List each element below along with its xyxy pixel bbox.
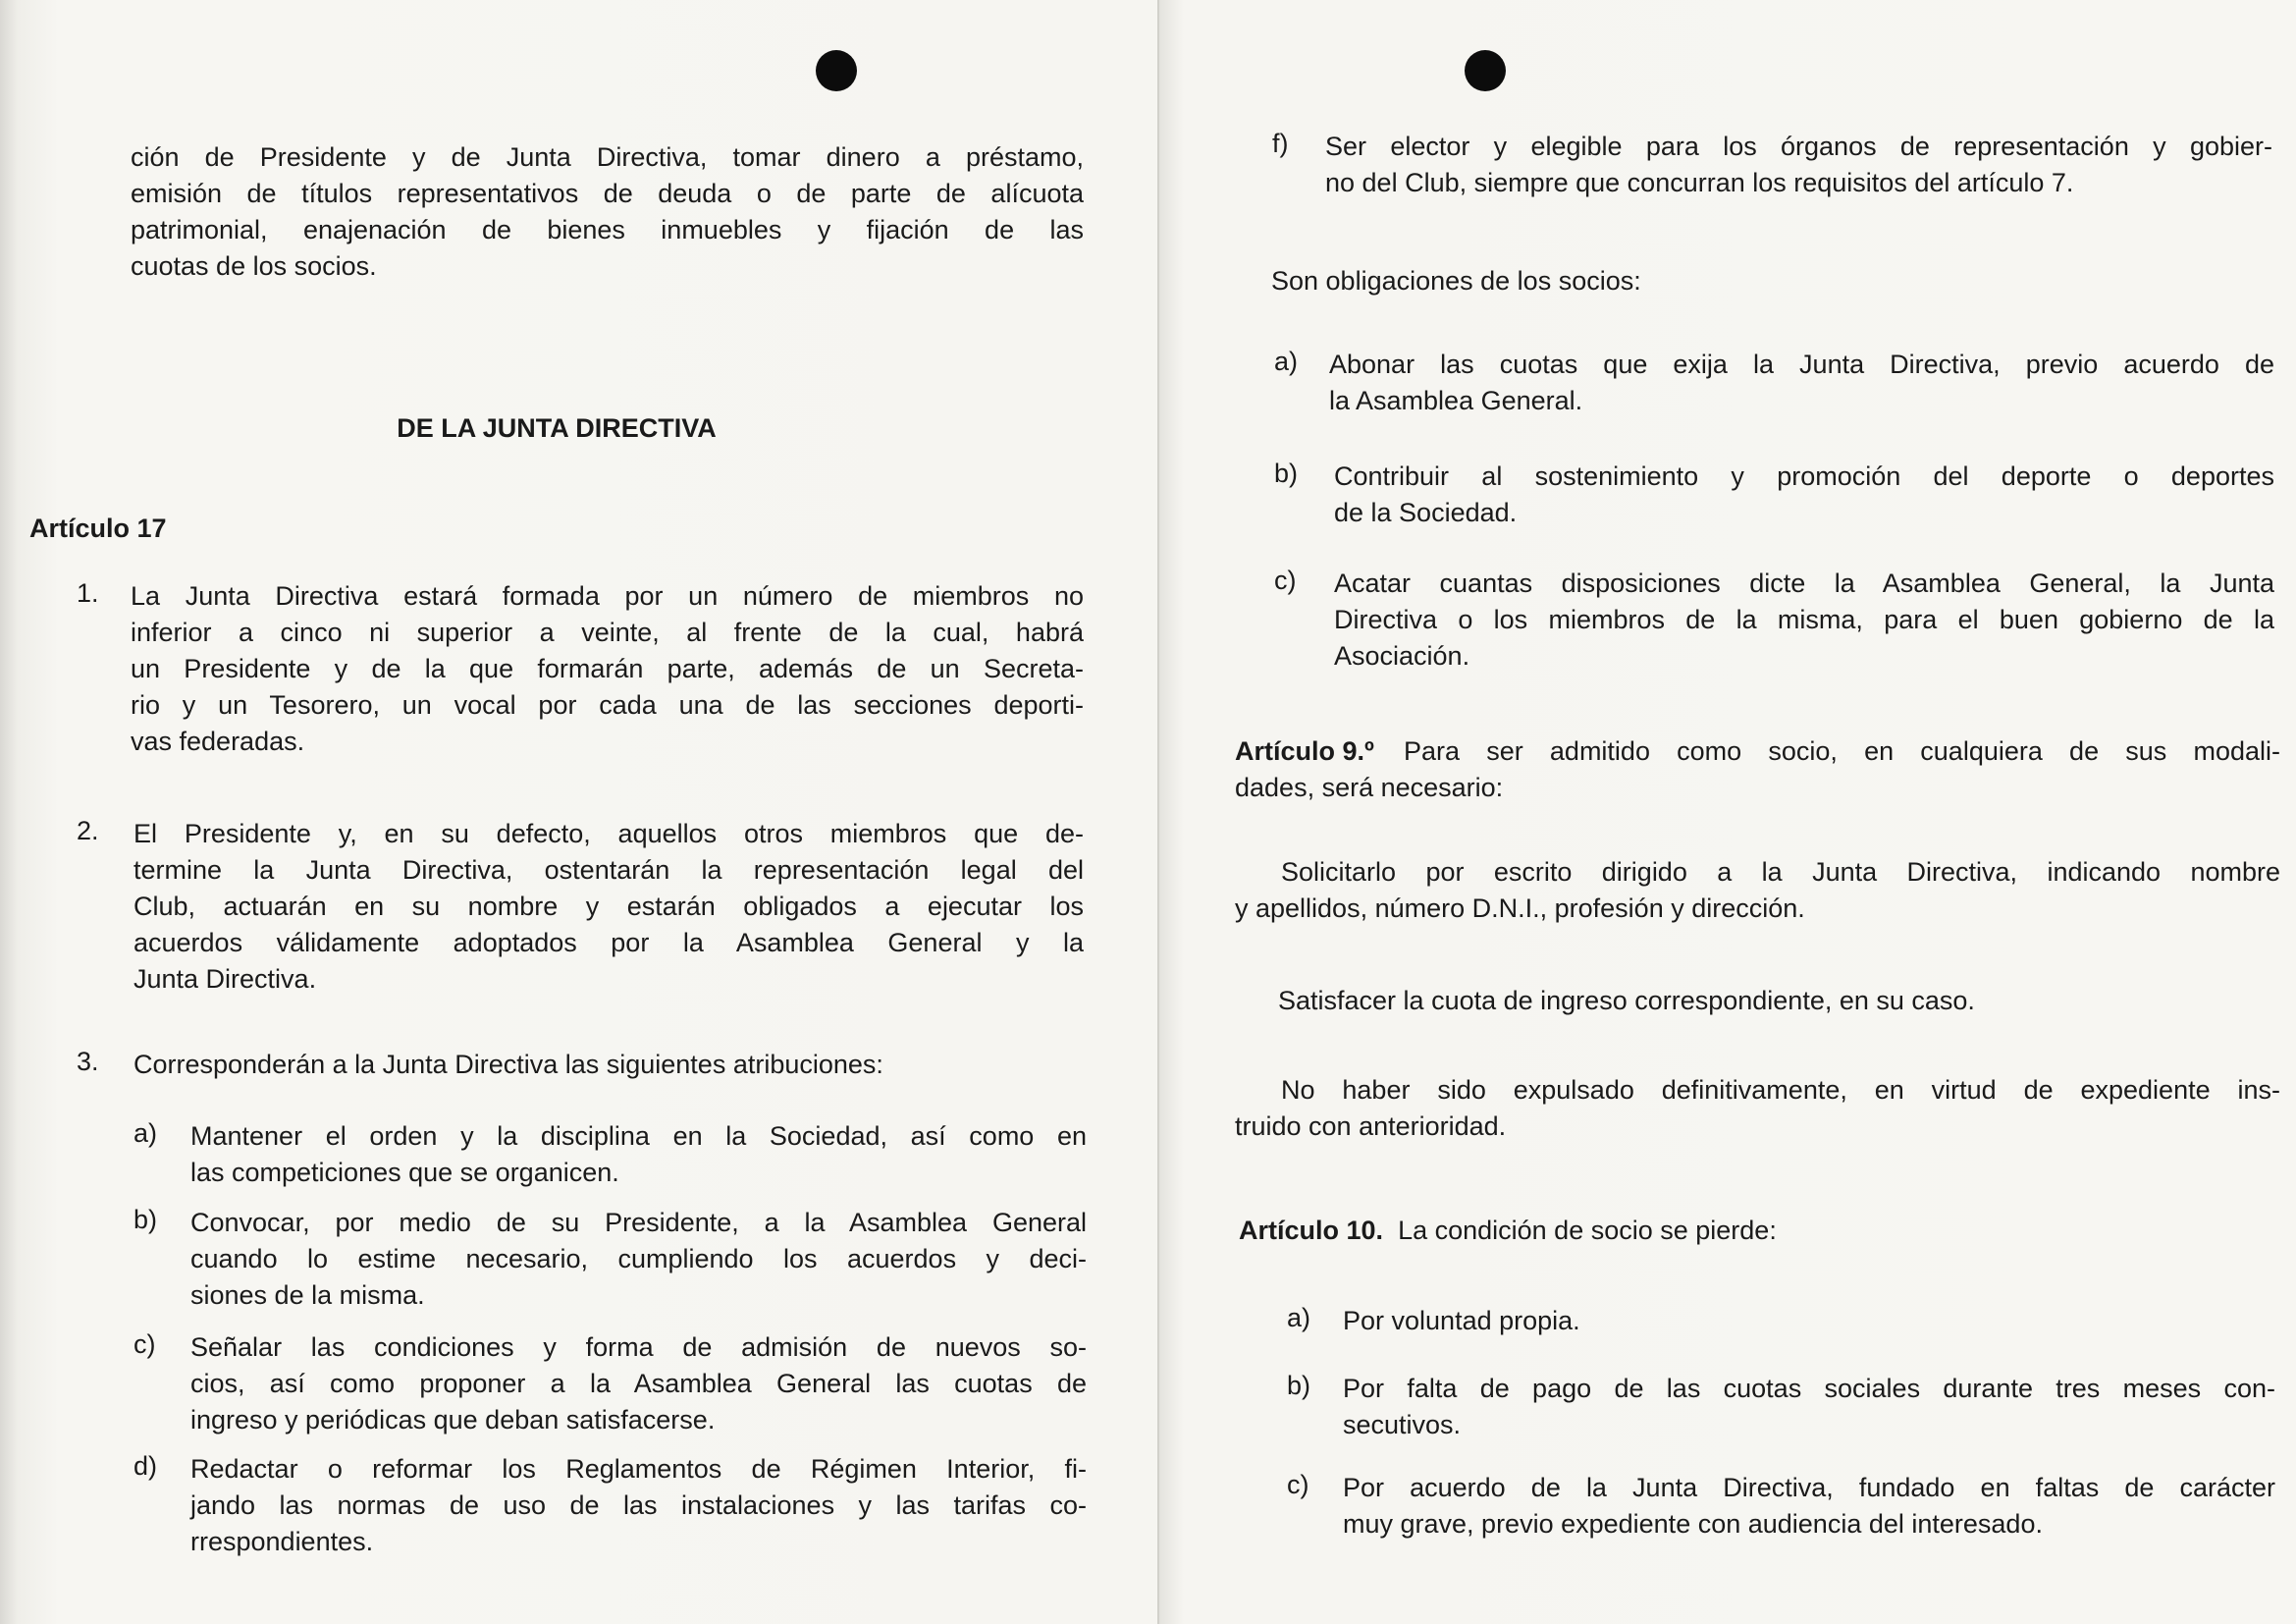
- subitem-label: b): [133, 1205, 158, 1234]
- list-item-1: [131, 578, 1084, 760]
- loss-cause-a: [1343, 1303, 2275, 1339]
- subitem-a: [190, 1118, 1087, 1191]
- article-10-title: Artículo 10.: [1239, 1216, 1384, 1245]
- text-line: siones de la misma.: [190, 1280, 425, 1310]
- subitem-label: a): [133, 1118, 158, 1148]
- text-line: patrimonial, enajenación de bienes inmuebles y fijación de las: [131, 215, 1084, 244]
- text-line: muy grave, previo expediente con audiencia del interesado.: [1343, 1509, 2043, 1539]
- text-line: rio y un Tesorero, un vocal por cada una de las secciones deporti-: [131, 690, 1084, 720]
- text-line: La Junta Directiva estará formada por un número de miembros no: [131, 581, 1084, 611]
- text-line: las competiciones que se organicen.: [190, 1158, 619, 1187]
- text-line: Señalar las condiciones y forma de admisión de nuevos so-: [190, 1332, 1087, 1362]
- text-line: inferior a cinco ni superior a veinte, al frente de la cual, habrá: [131, 618, 1084, 647]
- subitem-label: c): [1274, 566, 1297, 595]
- article-9-title: Artículo 9.º: [1235, 736, 1374, 766]
- text-line: rrespondientes.: [190, 1527, 374, 1556]
- text-line: Por acuerdo de la Junta Directiva, fundado en faltas de carácter: [1343, 1473, 2275, 1502]
- text-line: de la Sociedad.: [1334, 498, 1518, 527]
- subitem-label: b): [1274, 459, 1299, 488]
- subitem-d: [190, 1451, 1087, 1560]
- obligation-a: [1329, 347, 2274, 419]
- obligation-c: [1334, 566, 2274, 675]
- text-line: y apellidos, número D.N.I., profesión y dirección.: [1235, 893, 1805, 923]
- text-line: Directiva o los miembros de la misma, para el buen gobierno de la: [1334, 605, 2274, 634]
- obligations-intro: Son obligaciones de los socios:: [1271, 266, 1641, 296]
- article-10: [1239, 1213, 1777, 1249]
- text-line: Solicitarlo por escrito dirigido a la Junta Directiva, indicando nombre: [1281, 857, 2280, 887]
- subitem-b: [190, 1205, 1087, 1314]
- requirement-2: [1278, 983, 2280, 1019]
- text-line: Para ser admitido como socio, en cualquiera de sus modali-: [1404, 736, 2280, 766]
- subitem-label: a): [1274, 347, 1299, 376]
- obligation-b: [1334, 459, 2274, 531]
- text-line: vas federadas.: [131, 727, 305, 756]
- section-heading: DE LA JUNTA DIRECTIVA: [397, 413, 717, 443]
- text-line: cios, así como proponer a la Asamblea General las cuotas de: [190, 1369, 1087, 1398]
- text-line: Convocar, por medio de su Presidente, a la Asamblea General: [190, 1208, 1087, 1237]
- text-line: un Presidente y de la que formarán parte, además de un Secreta-: [131, 654, 1084, 683]
- text-line: la Asamblea General.: [1329, 386, 1583, 415]
- text-line: secutivos.: [1343, 1410, 1462, 1439]
- intro-paragraph: [131, 139, 1084, 285]
- text-line: truido con anterioridad.: [1235, 1111, 1507, 1141]
- text-line: emisión de títulos representativos de deuda o de parte de alícuota: [131, 179, 1084, 208]
- text-line: El Presidente y, en su defecto, aquellos otros miembros que de-: [133, 819, 1084, 848]
- subitem-label: a): [1287, 1303, 1311, 1332]
- text-line: Redactar o reformar los Reglamentos de Régimen Interior, fi-: [190, 1454, 1087, 1484]
- text-line: Contribuir al sostenimiento y promoción del deporte o deportes: [1334, 461, 2274, 491]
- list-item-number: 2.: [77, 816, 99, 845]
- list-item-2: [133, 816, 1084, 998]
- subitem-c: [190, 1329, 1087, 1438]
- text-line: jando las normas de uso de las instalaciones y las tarifas co-: [190, 1490, 1087, 1520]
- text-line: Acatar cuantas disposiciones dicte la Asamblea General, la Junta: [1334, 568, 2274, 598]
- text-line: Junta Directiva.: [133, 964, 317, 994]
- list-item-number: 1.: [77, 578, 99, 608]
- article-10-text: La condición de socio se pierde:: [1398, 1216, 1777, 1245]
- text-line: ingreso y periódicas que deban satisfacerse.: [190, 1405, 716, 1435]
- item-f: [1325, 129, 2272, 201]
- text-line: acuerdos válidamente adoptados por la Asamblea General y la: [133, 928, 1084, 957]
- list-item-3: [133, 1047, 1086, 1083]
- text-line: Por voluntad propia.: [1343, 1306, 1580, 1335]
- article-17-title: Artículo 17: [29, 514, 167, 543]
- subitem-label: b): [1287, 1371, 1311, 1400]
- punch-hole: [1465, 50, 1506, 91]
- text-line: Abonar las cuotas que exija la Junta Directiva, previo acuerdo de: [1329, 350, 2274, 379]
- text-line: Satisfacer la cuota de ingreso correspondiente, en su caso.: [1278, 986, 1975, 1015]
- text-line: cuando lo estime necesario, cumpliendo los acuerdos y deci-: [190, 1244, 1087, 1273]
- text-line: no del Club, siempre que concurran los requisitos del artículo 7.: [1325, 168, 2074, 197]
- subitem-label: f): [1272, 129, 1289, 158]
- right-page: [1159, 0, 2296, 1624]
- text-line: No haber sido expulsado definitivamente, en virtud de expediente ins-: [1281, 1075, 2280, 1105]
- text-line: Corresponderán a la Junta Directiva las siguientes atribuciones:: [133, 1050, 883, 1079]
- article-9-text: [1235, 733, 2280, 806]
- text-line: dades, será necesario:: [1235, 773, 1504, 802]
- list-item-number: 3.: [77, 1047, 99, 1076]
- text-line: Asociación.: [1334, 641, 1470, 671]
- subitem-label: c): [1287, 1470, 1309, 1499]
- text-line: Mantener el orden y la disciplina en la Sociedad, así como en: [190, 1121, 1087, 1151]
- loss-cause-b: [1343, 1371, 2275, 1443]
- text-line: cuotas de los socios.: [131, 251, 377, 281]
- subitem-label: d): [133, 1451, 158, 1481]
- loss-cause-c: [1343, 1470, 2275, 1543]
- subitem-label: c): [133, 1329, 156, 1359]
- requirement-1: [1235, 854, 2280, 927]
- text-line: termine la Junta Directiva, ostentarán la representación legal del: [133, 855, 1084, 885]
- text-line: ción de Presidente y de Junta Directiva, tomar dinero a préstamo,: [131, 142, 1084, 172]
- text-line: Por falta de pago de las cuotas sociales durante tres meses con-: [1343, 1374, 2275, 1403]
- text-line: Club, actuarán en su nombre y estarán obligados a ejecutar los: [133, 892, 1084, 921]
- requirement-3: [1235, 1072, 2280, 1145]
- text-line: Ser elector y elegible para los órganos de representación y gobier-: [1325, 132, 2272, 161]
- punch-hole: [816, 50, 857, 91]
